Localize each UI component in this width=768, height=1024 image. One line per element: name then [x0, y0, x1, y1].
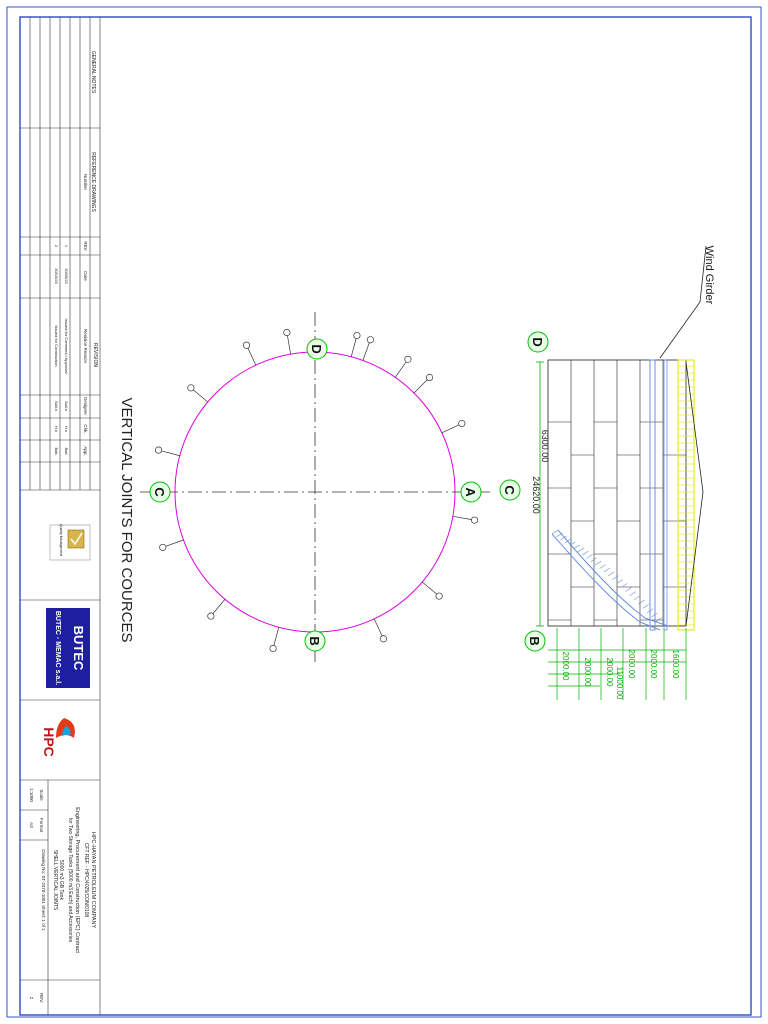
rev-row-2-rev: 2 — [54, 244, 59, 248]
stair-tread — [604, 568, 610, 572]
quality-check-icon — [68, 530, 84, 548]
rev-row-2-reason: Issued for Construction — [54, 325, 59, 367]
dim-label-vertical: 2000.00 — [649, 649, 658, 679]
svg-text:D: D — [530, 337, 545, 347]
certification-badge — [50, 524, 90, 560]
chk-header: Chk. — [83, 424, 88, 434]
course-band-inner — [650, 360, 655, 630]
joint-bubble — [426, 374, 432, 380]
joint-bubble — [270, 645, 276, 651]
dim-label-vertical: 2000.00 — [583, 657, 592, 687]
joint-bubble — [208, 613, 214, 619]
joint-bubble — [354, 332, 360, 338]
joint-markers — [155, 329, 477, 651]
dim-label-vertical: 2000.00 — [561, 651, 570, 681]
joint-bubble — [160, 544, 166, 550]
vertical-dimensions — [548, 628, 686, 700]
certification-text: Quality Management — [59, 523, 63, 557]
scale-label: Scale — [39, 789, 44, 801]
stair-tread — [578, 548, 584, 552]
title-line-1: HPC-HAYAN PETROLEUM COMPANY — [90, 831, 96, 929]
general-notes-heading: GENERAL NOTES — [90, 50, 96, 94]
svg-text:A: A — [463, 487, 478, 497]
svg-text:C: C — [502, 485, 517, 495]
drawing-number: Drawing No: ST-2470-1001 Sheet: 1 of 1 — [41, 849, 46, 931]
stair-tread — [587, 554, 593, 558]
stair-tread — [634, 596, 640, 600]
svg-text:D: D — [309, 344, 324, 354]
stair-tread — [638, 600, 644, 604]
rev-row-2-designer: Sali.n — [54, 400, 59, 412]
stair-tread — [630, 592, 636, 596]
stair-tread — [608, 572, 614, 576]
elevation-label-c — [500, 480, 520, 500]
stair-inner-line — [558, 530, 668, 626]
stair-tread — [612, 576, 618, 580]
joint-bubble — [380, 636, 386, 642]
joint-bubble — [471, 517, 477, 523]
stair-tread — [625, 587, 631, 591]
stair-tread — [582, 551, 588, 555]
elevation-label-b — [525, 631, 545, 651]
joint-bubble — [284, 329, 290, 335]
wind-girder-callout: Wind Girder — [703, 245, 715, 305]
title-line-6: SHELL VERTICAL JOINTS — [52, 849, 58, 911]
title-line-5: 5000 m3 GB Tank — [58, 860, 64, 900]
dim-label-vertical: 2000.00 — [605, 657, 614, 687]
contractor-logo — [46, 608, 90, 688]
client-logo — [41, 718, 75, 757]
rev-row-1-reason: Issued for Comment / Approval — [64, 318, 69, 374]
joint-bubble — [188, 385, 194, 391]
dim-label-vertical: 2000.00 — [627, 649, 636, 679]
rev-row-1-designer: Sali.n — [64, 400, 69, 412]
title-line-2: CFT REF. - HPC/4025/CON/0108 — [83, 842, 89, 918]
plan-label-d — [307, 339, 327, 359]
rev-row-1-chk: H.n — [64, 425, 69, 433]
joint-bubble — [243, 342, 249, 348]
plan-label-a — [461, 482, 481, 502]
app-header: App. — [83, 446, 88, 456]
drawing-title: VERTICAL JOINTS FOR COURCES — [118, 397, 135, 643]
stair-tread — [595, 561, 601, 565]
client-logo-text: HPC — [41, 727, 57, 757]
rev-label: REV. — [39, 992, 44, 1004]
rev-row-1-date: 30/09/20 — [64, 268, 69, 284]
rev-row-2-app: Batt — [54, 447, 59, 455]
contractor-name: BUTEC — [71, 625, 86, 671]
joint-bubble — [459, 420, 465, 426]
stair-tread — [617, 579, 623, 583]
title-line-4: for Two Storage Tanks (5000 m3 Each) and Accessories — [67, 817, 73, 943]
reference-number-header: Number — [83, 173, 88, 191]
format-label: Format — [39, 817, 44, 833]
rev-header: REV — [83, 241, 88, 251]
rev-row-1-rev: 1 — [64, 244, 69, 248]
svg-text:C: C — [152, 487, 167, 497]
joint-bubble — [367, 337, 373, 343]
joint-bubble — [405, 356, 411, 362]
stair-tread — [643, 604, 649, 608]
plan-view — [140, 312, 490, 662]
svg-text:B: B — [307, 636, 322, 646]
stair-tread — [656, 618, 662, 622]
shell-elevation — [548, 246, 706, 630]
reason-header: Revision Reason — [83, 328, 88, 364]
stair-tread — [556, 533, 562, 537]
dim-6300: 6300.00 — [540, 429, 550, 463]
stair-tread — [651, 613, 657, 617]
plan-label-b — [305, 631, 325, 651]
course-grid — [548, 360, 686, 626]
revision-heading: REVISION — [92, 343, 98, 367]
title-line-3: Engineering, Procurement and Construction (EPC) Contract — [74, 807, 80, 953]
contractor-subname: BUTEC - MEMAC s.a.l. — [54, 610, 61, 686]
course-band-outer — [664, 360, 667, 630]
stair-tread — [600, 565, 606, 569]
stair-tread — [574, 545, 580, 549]
joint-bubble — [155, 447, 161, 453]
scale-value: 1:1000 — [29, 788, 34, 802]
stair-tread — [552, 530, 558, 534]
joint-bubble — [436, 593, 442, 599]
dim-label-vertical: 1600.00 — [671, 649, 680, 679]
dim-24620: 24620.00 — [531, 476, 541, 514]
rev-value: 2 — [29, 996, 34, 1000]
dim-label-vertical: 11000.00 — [615, 666, 624, 700]
reference-drawings-heading: REFERENCE DRAWINGS — [90, 152, 96, 212]
format-value: A3 — [29, 822, 34, 828]
svg-text:B: B — [527, 636, 542, 646]
rev-row-2-chk: H.n — [54, 425, 59, 433]
rev-row-1-app: Batt — [64, 447, 69, 455]
wind-girder-leader — [660, 246, 706, 358]
plan-label-c — [150, 482, 170, 502]
date-header: Date — [83, 271, 88, 281]
elevation-label-d — [528, 332, 548, 352]
rev-row-2-date: 30/10/20 — [54, 268, 59, 284]
stair-treads — [552, 530, 662, 622]
stair-outer-line — [552, 534, 660, 630]
designer-header: Designer — [83, 396, 88, 416]
